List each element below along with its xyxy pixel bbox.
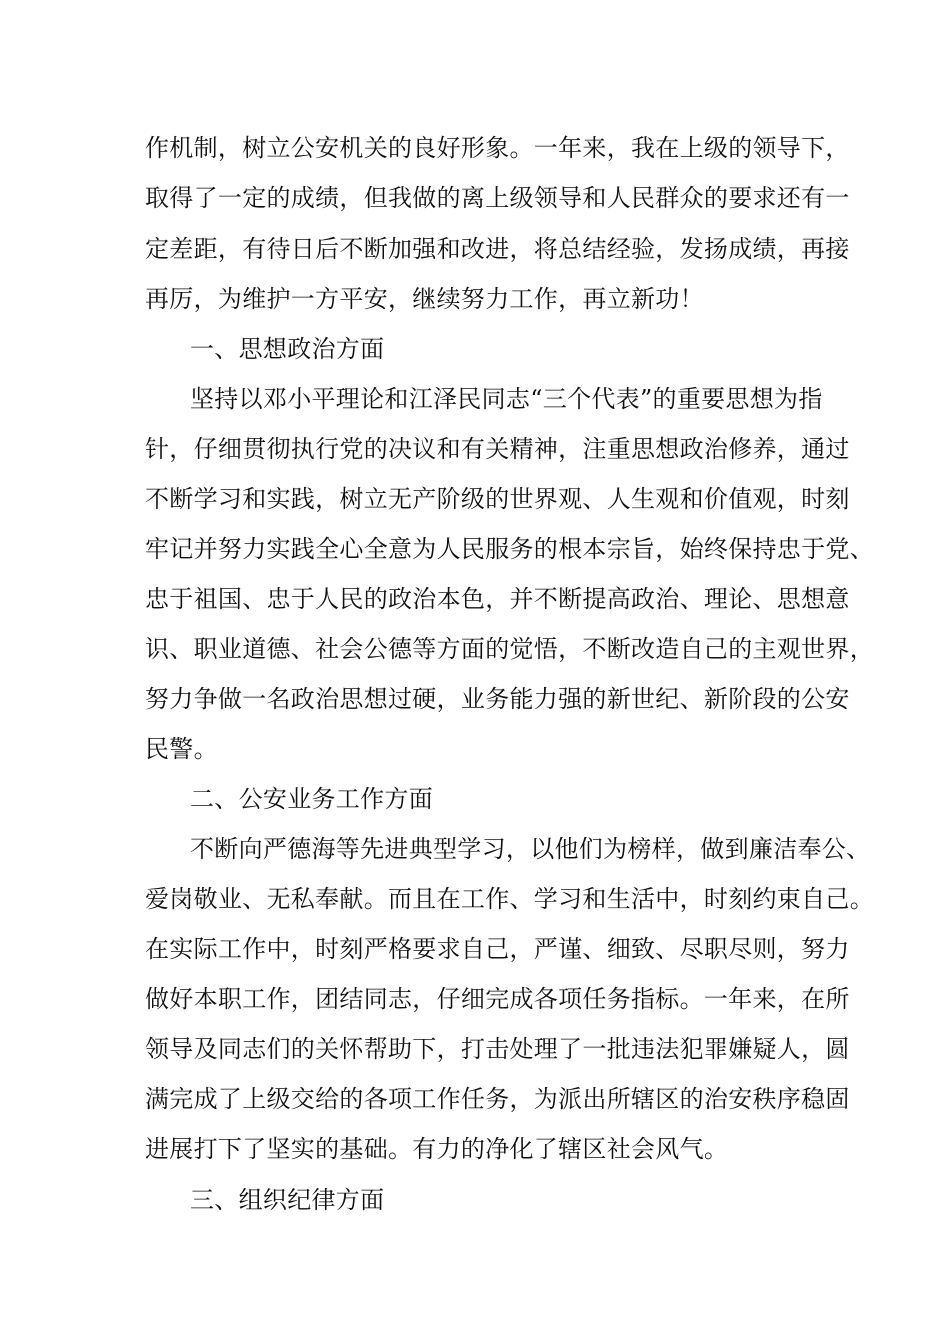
section-heading: 三、组织纪律方面 [190,1186,385,1214]
body-text-line: 针，仔细贯彻执行党的决议和有关精神，注重思想政治修养，通过 [145,435,850,463]
body-text-line: 不断向严德海等先进典型学习，以他们为榜样，做到廉洁奉公、 [190,835,871,863]
body-text-line: 再厉，为维护一方平安，继续努力工作，再立新功！ [145,285,704,313]
body-text-line: 定差距，有待日后不断加强和改进，将总结经验，发扬成绩，再接 [145,235,850,263]
section-heading: 二、公安业务工作方面 [190,785,433,813]
body-text-line: 爱岗敬业、无私奉献。而且在工作、学习和生活中，时刻约束自己。 [145,885,874,913]
body-text-line: 民警。 [145,735,218,763]
body-text-line: 做好本职工作，团结同志，仔细完成各项任务指标。一年来，在所 [145,985,850,1013]
body-text-line: 满完成了上级交给的各项工作任务，为派出所辖区的治安秩序稳固 [145,1085,850,1113]
body-text-line: 在实际工作中，时刻严格要求自己，严谨、细致、尽职尽则，努力 [145,935,850,963]
body-text-line: 领导及同志们的关怀帮助下，打击处理了一批违法犯罪嫌疑人，圆 [145,1035,850,1063]
body-text-line: 作机制，树立公安机关的良好形象。一年来，我在上级的领导下， [145,134,850,162]
body-text-line: 牢记并努力实践全心全意为人民服务的根本宗旨，始终保持忠于党、 [145,535,874,563]
body-text-line: 坚持以邓小平理论和江泽民同志“三个代表”的重要思想为指 [190,385,823,413]
body-text-line: 进展打下了坚实的基础。有力的净化了辖区社会风气。 [145,1135,729,1163]
body-text-line: 识、职业道德、社会公德等方面的觉悟，不断改造自己的主观世界， [145,635,874,663]
body-text-line: 努力争做一名政治思想过硬，业务能力强的新世纪、新阶段的公安 [145,685,850,713]
section-heading: 一、思想政治方面 [190,335,385,363]
body-text-line: 不断学习和实践，树立无产阶级的世界观、人生观和价值观，时刻 [145,485,850,513]
body-text-line: 忠于祖国、忠于人民的政治本色，并不断提高政治、理论、思想意 [145,585,850,613]
body-text-line: 取得了一定的成绩，但我做的离上级领导和人民群众的要求还有一 [145,184,850,212]
